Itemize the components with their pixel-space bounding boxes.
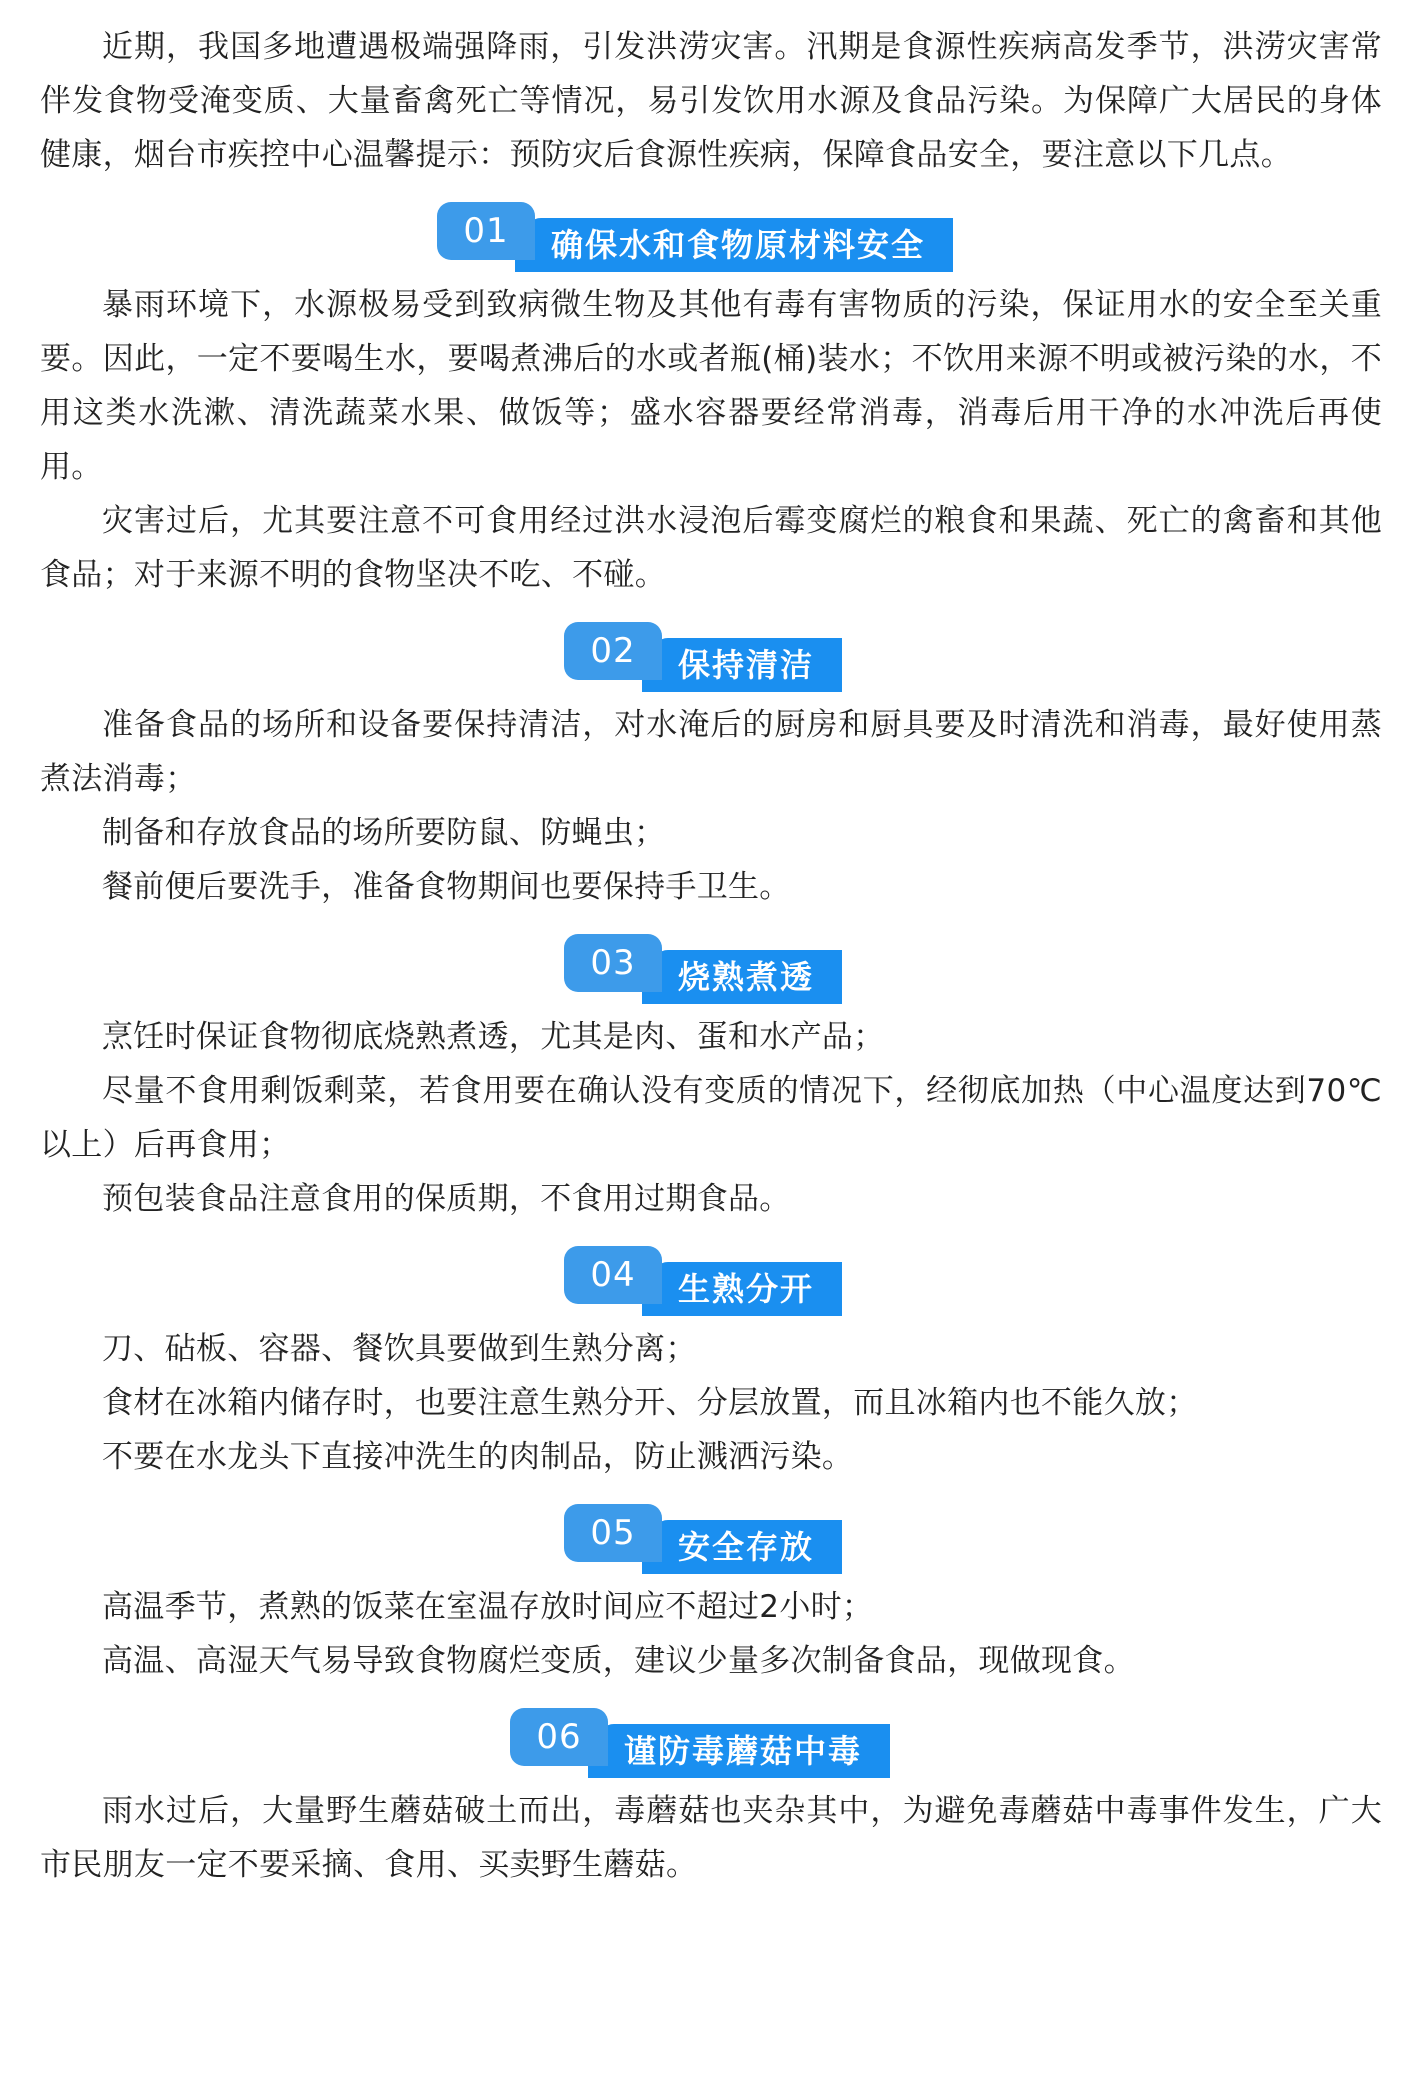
section-number: 03 [564, 934, 662, 992]
section-paragraph: 烹饪时保证食物彻底烧熟煮透，尤其是肉、蛋和水产品； [102, 1019, 885, 1055]
section-number: 01 [437, 202, 535, 260]
section-heading-03 [40, 928, 1382, 1002]
section-paragraph: 暴雨环境下，水源极易受到致病微生物及其他有毒有害物质的污染，保证用水的安全至关重要。因此，一定不要喝生水，要喝煮沸后的水或者瓶(桶)装水；不饮用来源不明或被污染的水，不用这类水洗漱、清洗蔬菜水果、做饭等；盛水容器要经常消毒，消毒后用干净的水冲洗后再使用。 [40, 287, 1382, 485]
section-title: 安全存放 [652, 1520, 842, 1574]
section-paragraph: 雨水过后，大量野生蘑菇破土而出，毒蘑菇也夹杂其中，为避免毒蘑菇中毒事件发生，广大市民朋友一定不要采摘、食用、买卖野生蘑菇。 [40, 1793, 1382, 1883]
section-paragraph: 尽量不食用剩饭剩菜，若食用要在确认没有变质的情况下，经彻底加热（中心温度达到70℃以上）后再食用； [40, 1073, 1382, 1163]
article [40, 20, 1382, 1892]
section-heading-04 [40, 1240, 1382, 1314]
section-paragraph: 餐前便后要洗手，准备食物期间也要保持手卫生。 [102, 869, 791, 905]
section-number: 05 [564, 1504, 662, 1562]
section-paragraph: 预包装食品注意食用的保质期，不食用过期食品。 [102, 1181, 791, 1217]
section-number: 02 [564, 622, 662, 680]
section-title: 谨防毒蘑菇中毒 [598, 1724, 890, 1778]
section-heading-02 [40, 616, 1382, 690]
section-heading-01 [40, 196, 1382, 270]
section-paragraph: 食材在冰箱内储存时，也要注意生熟分开、分层放置，而且冰箱内也不能久放； [102, 1385, 1198, 1421]
section-title: 确保水和食物原材料安全 [525, 218, 953, 272]
intro-paragraph: 近期，我国多地遭遇极端强降雨，引发洪涝灾害。汛期是食源性疾病高发季节，洪涝灾害常伴发食物受淹变质、大量畜禽死亡等情况，易引发饮用水源及食品污染。为保障广大居民的身体健康，烟台市疾控中心温馨提示：预防灾后食源性疾病，保障食品安全，要注意以下几点。 [40, 29, 1382, 173]
section-paragraph: 制备和存放食品的场所要防鼠、防蝇虫； [102, 815, 666, 851]
section-title: 生熟分开 [652, 1262, 842, 1316]
section-title: 烧熟煮透 [652, 950, 842, 1004]
section-number: 06 [510, 1708, 608, 1766]
section-paragraph: 准备食品的场所和设备要保持清洁，对水淹后的厨房和厨具要及时清洗和消毒，最好使用蒸煮法消毒； [40, 707, 1382, 797]
section-title: 保持清洁 [652, 638, 842, 692]
section-paragraph: 刀、砧板、容器、餐饮具要做到生熟分离； [102, 1331, 697, 1367]
section-paragraph: 高温季节，煮熟的饭菜在室温存放时间应不超过2小时； [102, 1589, 874, 1625]
section-paragraph: 不要在水龙头下直接冲洗生的肉制品，防止溅洒污染。 [102, 1439, 854, 1475]
section-paragraph: 高温、高湿天气易导致食物腐烂变质，建议少量多次制备食品，现做现食。 [102, 1643, 1135, 1679]
section-number: 04 [564, 1246, 662, 1304]
section-heading-06 [40, 1702, 1382, 1776]
section-heading-05 [40, 1498, 1382, 1572]
section-paragraph: 灾害过后，尤其要注意不可食用经过洪水浸泡后霉变腐烂的粮食和果蔬、死亡的禽畜和其他食品；对于来源不明的食物坚决不吃、不碰。 [40, 503, 1382, 593]
